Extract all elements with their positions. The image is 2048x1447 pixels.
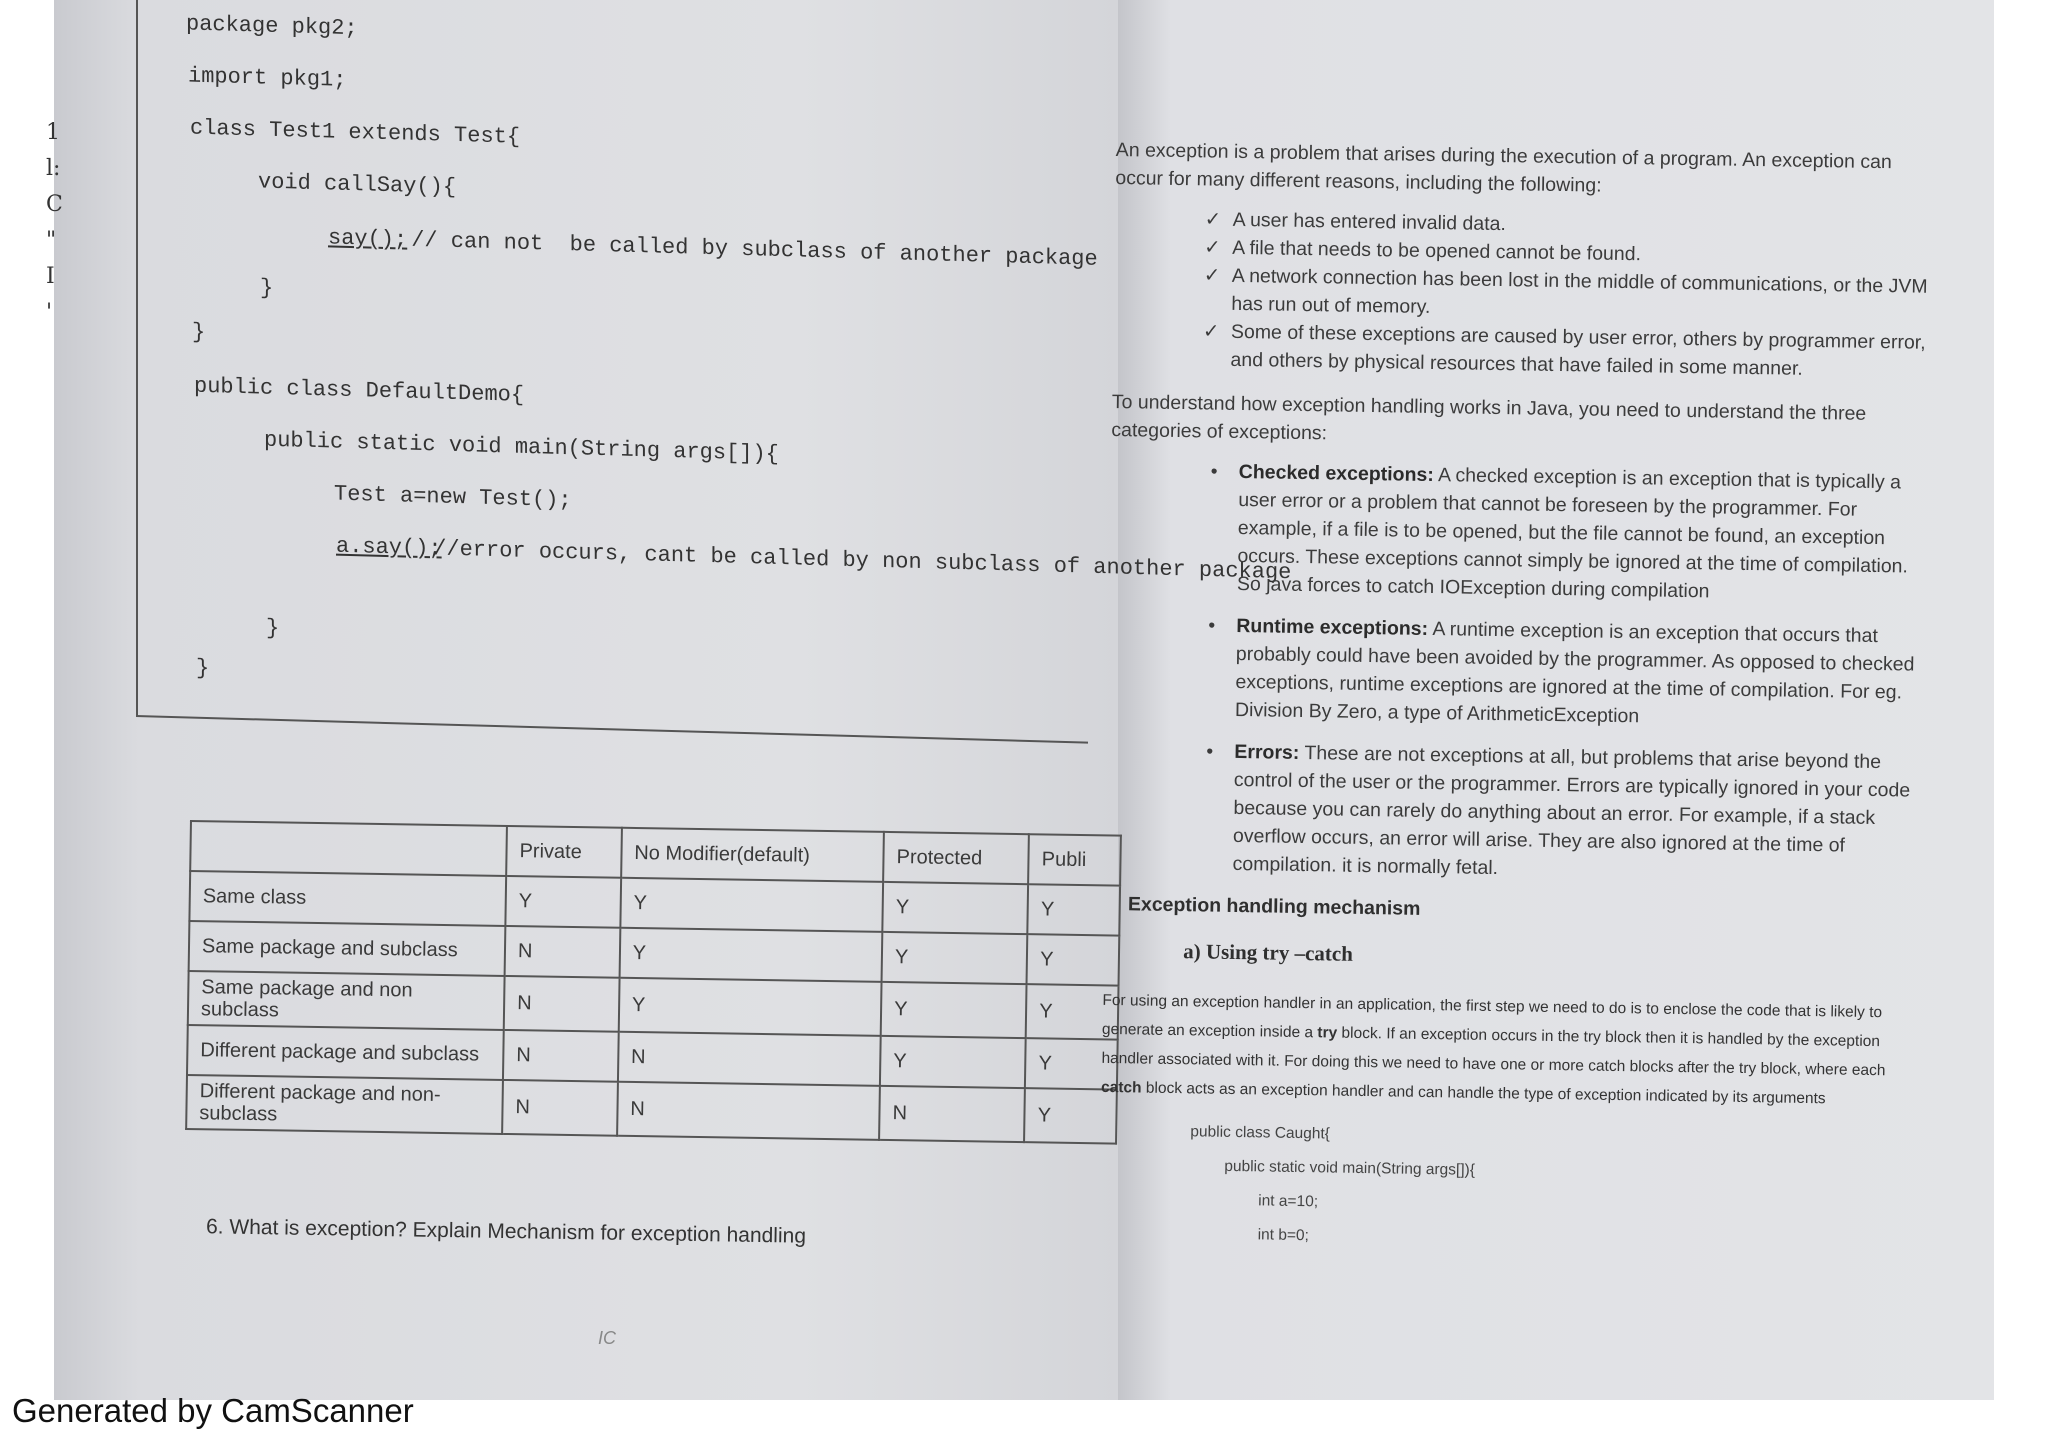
bullet-icon: • (1210, 460, 1218, 483)
code-line: } (196, 655, 210, 682)
code-line: public class Caught{ (1190, 1123, 1331, 1143)
reason-text: Some of these exceptions are caused by user error, others by programmer error, and others by physical resources that have failed in some manner. (1230, 320, 1926, 380)
table-cell: Same class (189, 871, 506, 926)
keyword-catch: catch (1100, 1078, 1142, 1097)
bullet-icon: • (1208, 614, 1216, 637)
categories-list (1204, 458, 1931, 889)
checkmark-icon: ✓ (1202, 320, 1220, 343)
subsection-title: a) Using try –catch (1183, 939, 1354, 966)
paragraph-text: block. If an exception occurs in the try block then it is handled by the exception handler associated with it. For doing this we need to have one or more catch blocks after the try block, where each (1101, 1024, 1886, 1080)
code-listing-box (136, 0, 1292, 744)
margin-mark: ' (46, 300, 53, 325)
pencil-mark: IC (598, 1328, 616, 1348)
table-cell: Y (881, 982, 1027, 1038)
code-line: Test a=new Test(); (334, 481, 572, 514)
reason-text: A network connection has been lost in the middle of communications, or the JVM has run out of memory. (1231, 264, 1928, 318)
category-text: A checked exception is an exception that is typically a user error or a problem that cannot be foreseen by the programmer. For example, if a file is to be opened, but the file cannot be found, an exception occurs. These exceptions cannot simply be ignored at the time of compilation. So java forces to catch IOException during compilation (1236, 464, 1909, 603)
code-line: import pkg1; (188, 63, 347, 93)
list-item (1207, 612, 1929, 735)
table-header: No Modifier(default) (621, 828, 884, 882)
table-cell: Y (619, 928, 882, 982)
table-header: Private (506, 826, 622, 878)
bullet-icon: • (1206, 740, 1214, 763)
code-line: a.say(); (336, 533, 442, 562)
category-text: A runtime exception is an exception that occurs that probably could have been avoided by the programmer. As opposed to checked exceptions, runtime exceptions are ignored at the time of compilation. For eg. Division By Zero, a type of ArithmeticException (1234, 617, 1915, 728)
code-line: public static void main(String args[]){ (1189, 1157, 1476, 1179)
question-heading: 6. What is exception? Explain Mechanism for exception handling (205, 1215, 807, 1248)
table-cell: N (617, 1082, 880, 1140)
table-cell: Y (505, 876, 621, 928)
code-line: say(); (328, 225, 408, 253)
table-cell: Y (880, 1036, 1026, 1088)
margin-marks (46, 120, 86, 336)
table-header (190, 821, 507, 876)
access-modifier-table (185, 820, 1122, 1145)
table-cell: Y (1027, 934, 1119, 985)
code-comment: //error occurs, cant be called by non subclass of another package (420, 535, 1292, 586)
table-cell: Y (1028, 884, 1120, 935)
code-line: } (192, 319, 206, 345)
category-text: These are not exceptions at all, but problems that arise beyond the control of the user or the programmer. Errors are typically ignored in your code because you can rarely do anything about an error. For example, if a stack overflow occurs, an error will arise. They are also ignored at the time of compilation. it is normally fetal. (1232, 741, 1911, 880)
code-line: package pkg2; (186, 11, 358, 42)
paragraph-text: For using an exception handler in an application, the first step we need to do is to enclose the code that is likely to generate an exception inside a (1101, 991, 1883, 1042)
footer-watermark: Generated by CamScanner (12, 1392, 414, 1429)
table-cell: Y (1026, 984, 1119, 1039)
category-term: Checked exceptions: (1238, 460, 1434, 487)
reason-text: A user has entered invalid data. (1232, 208, 1507, 236)
reason-text: A file that needs to be opened cannot be found. (1232, 236, 1642, 266)
code-line: void callSay(){ (258, 169, 457, 200)
table-cell: Y (882, 882, 1028, 934)
table-cell: Different package and subclass (187, 1025, 504, 1080)
table-cell: N (503, 1030, 619, 1082)
margin-mark: I (46, 264, 55, 289)
example-code (1188, 1115, 1920, 1262)
mechanism-title: Exception handling mechanism (1127, 893, 1421, 920)
code-line: public static void main(String args[]){ (264, 427, 779, 467)
table-cell: Same package and non subclass (188, 971, 505, 1030)
code-line: public class DefaultDemo{ (194, 373, 525, 408)
category-term: Runtime exceptions: (1236, 614, 1429, 640)
table-header: Protected (883, 832, 1029, 884)
margin-mark: l: (46, 156, 61, 181)
table-cell: N (879, 1086, 1025, 1142)
table-cell: Same package and subclass (189, 921, 506, 976)
table-cell: Y (882, 932, 1028, 984)
table-cell: Y (1024, 1088, 1117, 1143)
code-line: class Test1 extends Test{ (190, 115, 521, 150)
table-cell: Y (619, 978, 882, 1036)
margin-mark: " (46, 228, 57, 253)
checkmark-icon: ✓ (1204, 236, 1221, 259)
table-cell: N (618, 1032, 881, 1086)
table-cell: N (504, 976, 620, 1032)
checkmark-icon: ✓ (1203, 264, 1221, 287)
categories-intro: To understand how exception handling works in Java, you need to understand the three categories of exceptions: (1111, 390, 1867, 445)
table-cell: Y (620, 878, 883, 932)
code-line: int a=10; (1189, 1191, 1319, 1211)
list-item (1204, 737, 1926, 888)
keyword-try: try (1317, 1024, 1338, 1042)
code-line: } (260, 275, 274, 301)
table-header: Publi (1028, 834, 1120, 885)
code-line: int b=0; (1188, 1225, 1310, 1245)
intro-paragraph: An exception is a problem that arises during the execution of a program. An exception can occur for many different reasons, including the following: (1115, 138, 1892, 197)
list-item (1202, 317, 1933, 384)
margin-mark: 1 (46, 120, 60, 145)
paragraph-text: block acts as an exception handler and can handle the type of exception indicated by its arguments (1141, 1079, 1826, 1108)
checkmark-icon: ✓ (1204, 208, 1222, 231)
code-line: } (266, 615, 280, 641)
category-term: Errors: (1234, 740, 1300, 764)
exception-text-column (1099, 136, 1936, 1263)
reasons-list (1202, 205, 1935, 384)
table-cell: Different package and non-subclass (186, 1075, 503, 1134)
table-cell: N (505, 926, 621, 978)
try-catch-paragraph (1101, 986, 1923, 1115)
margin-mark: C (46, 192, 63, 217)
code-comment: // can not be called by subclass of another package (398, 227, 1098, 272)
list-item (1209, 458, 1931, 609)
table-cell: Y (1025, 1038, 1117, 1089)
table-cell: N (502, 1080, 618, 1136)
